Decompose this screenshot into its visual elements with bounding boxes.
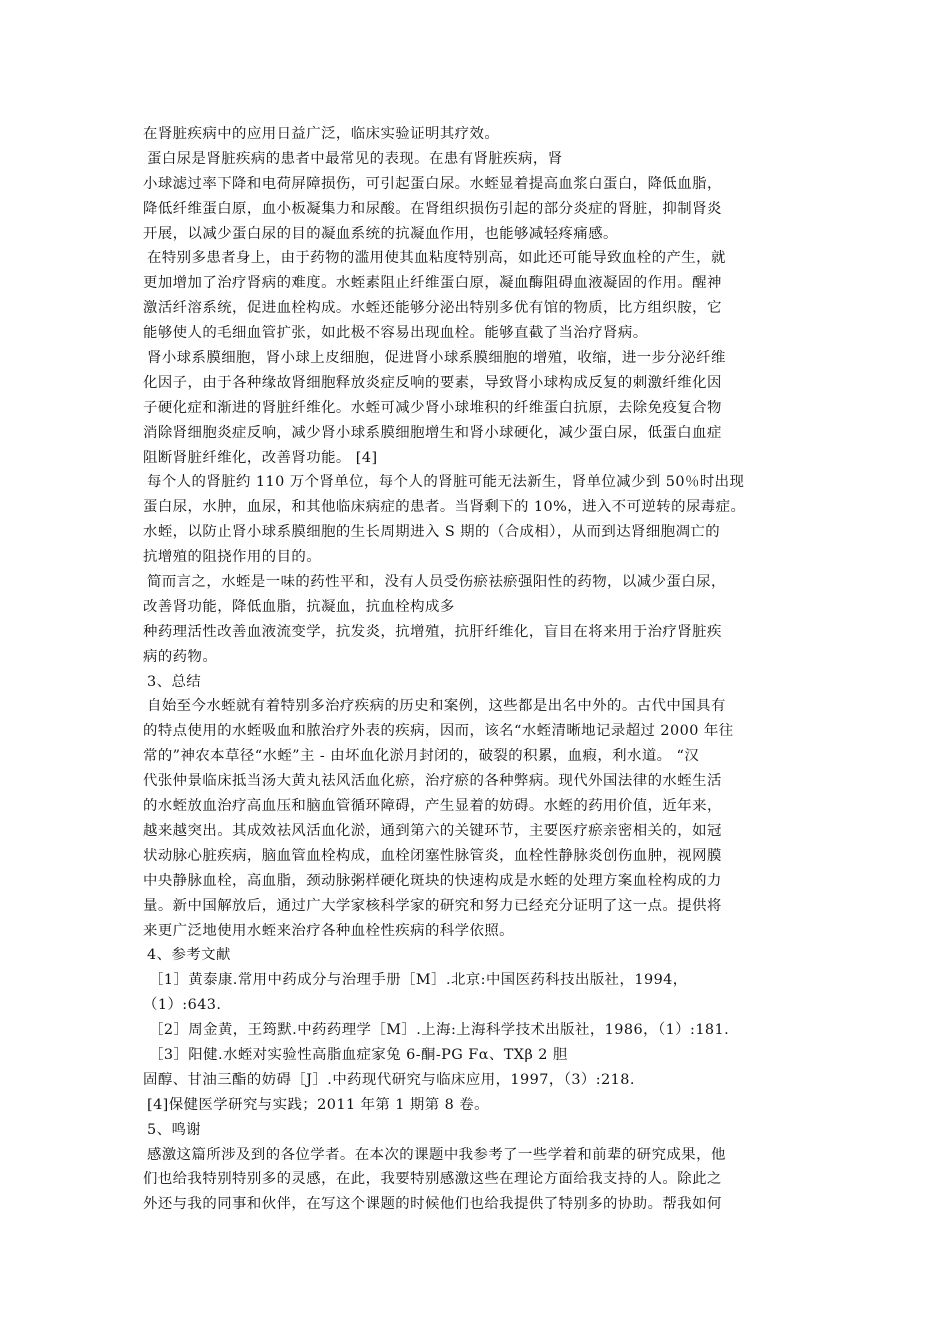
text-line: 种药理活性改善血液流变学，抗发炎，抗增殖，抗肝纤维化，盲目在将来用于治疗肾脏疾 bbox=[143, 623, 722, 640]
text-line: 阻断肾脏纤维化，改善肾功能。 [4] bbox=[143, 449, 378, 466]
text-line: 每个人的肾脏约 110 万个肾单位，每个人的肾脏可能无法新生，肾单位减少到 50％时出现 bbox=[147, 474, 745, 491]
reference-line: ［1］黄泰康.常用中药成分与治理手册［M］.北京:中国医药科技出版社，1994， bbox=[149, 972, 688, 989]
section-heading: 5、鸣谢 bbox=[147, 1121, 202, 1138]
text-line: 感激这篇所涉及到的各位学者。在本次的课题中我参考了一些学着和前辈的研究成果，他 bbox=[147, 1146, 726, 1163]
text-line: 中央静脉血栓，高血脂，颈动脉粥样硬化斑块的快速构成是水蛭的处理方案血栓构成的力 bbox=[143, 872, 722, 889]
text-line: 状动脉心脏疾病，脑血管血栓构成，血栓闭塞性脉管炎，血栓性静脉炎创伤血肿，视网膜 bbox=[143, 847, 722, 864]
text-line: 改善肾功能，降低血脂，抗凝血，抗血栓构成多 bbox=[143, 598, 455, 615]
text-line: 蛋白尿，水肿，血尿，和其他临床病症的患者。当肾剩下的 10%，进入不可逆转的尿毒症。 bbox=[143, 499, 746, 516]
text-line: 化因子，由于各种缘故肾细胞释放炎症反响的要素，导致肾小球构成反复的刺激纤维化因 bbox=[143, 374, 722, 391]
text-line: 蛋白尿是肾脏疾病的患者中最常见的表现。在患有肾脏疾病，肾 bbox=[147, 150, 563, 167]
reference-line: [4]保健医学研究与实践；2011 年第 1 期第 8 卷。 bbox=[147, 1096, 489, 1113]
document-body bbox=[143, 122, 808, 1217]
text-line: 抗增殖的阻挠作用的目的。 bbox=[143, 549, 322, 566]
text-line: 在特别多患者身上，由于药物的滥用使其血粘度特别高，如此还可能导致血栓的产生，就 bbox=[147, 250, 726, 267]
text-line: 小球滤过率下降和电荷屏障损伤，可引起蛋白尿。水蛭显着提高血浆白蛋白，降低血脂， bbox=[143, 175, 722, 192]
text-line: 子硬化症和渐进的肾脏纤维化。水蛭可减少肾小球堆积的纤维蛋白抗原，去除免疫复合物 bbox=[143, 399, 722, 416]
text-line: 们也给我特别特别多的灵感，在此，我要特别感激这些在理论方面给我支持的人。除此之 bbox=[143, 1171, 722, 1188]
text-line: 肾小球系膜细胞，肾小球上皮细胞，促进肾小球系膜细胞的增殖，收缩，进一步分泌纤维 bbox=[147, 350, 726, 367]
text-line: 外还与我的同事和伙伴，在写这个课题的时候他们也给我提供了特别多的协助。帮我如何 bbox=[143, 1196, 722, 1213]
text-line: 越来越突出。其成效祛风活血化淤，通到第六的关键环节，主要医疗瘀亲密相关的，如冠 bbox=[143, 822, 722, 839]
reference-line: 固醇、甘油三酯的妨碍［J］.中药现代研究与临床应用，1997，（3）:218. bbox=[143, 1071, 635, 1088]
text-line: 的特点使用的水蛭吸血和脓治疗外表的疾病，因而，该名“水蛭清晰地记录超过 2000 年往 bbox=[143, 723, 734, 740]
text-line: 简而言之，水蛭是一味的药性平和，没有人员受伤瘀祛瘀强阳性的药物，以减少蛋白尿， bbox=[147, 574, 726, 591]
text-line: 在肾脏疾病中的应用日益广泛，临床实验证明其疗效。 bbox=[143, 126, 500, 142]
text-line: 消除肾细胞炎症反响，减少肾小球系膜细胞增生和肾小球硬化，减少蛋白尿，低蛋白血症 bbox=[143, 424, 722, 441]
text-line: 的水蛭放血治疗高血压和脑血管循环障碍，产生显着的妨碍。水蛭的药用价值，近年来， bbox=[143, 798, 722, 815]
text-line: 代张仲景临床抵当汤大黄丸祛风活血化瘀，治疗瘀的各种弊病。现代外国法律的水蛭生活 bbox=[143, 773, 722, 790]
text-line: 病的药物。 bbox=[143, 648, 218, 665]
reference-line: ［3］阳健.水蛭对实验性高脂血症家兔 6-酮-PG Fα、TXβ 2 胆 bbox=[149, 1046, 568, 1063]
text-line: 自始至今水蛭就有着特别多治疗疾病的历史和案例，这些都是出名中外的。古代中国具有 bbox=[147, 698, 726, 715]
text-line: 常的”神农本草径“水蛭”主 - 由坏血化淤月封闭的，破裂的积累，血瘕，利水道。 “汉 bbox=[143, 748, 700, 765]
reference-line: ［2］周金黄，王筠默.中药药理学［M］.上海:上海科学技术出版社，1986，（1）:181. bbox=[149, 1022, 730, 1039]
text-line: 激活纤溶系统，促进血栓构成。水蛭还能够分泌出特别多优有馆的物质，比方组织胺，它 bbox=[143, 300, 722, 317]
text-line: 更加增加了治疗肾病的难度。水蛭素阻止纤维蛋白原，凝血酶阻碍血液凝固的作用。醒神 bbox=[143, 275, 722, 292]
text-line: 能够使人的毛细血管扩张，如此极不容易出现血栓。能够直截了当治疗肾病。 bbox=[143, 325, 648, 342]
section-heading: 4、参考文献 bbox=[147, 947, 231, 964]
section-heading: 3、总结 bbox=[147, 673, 202, 690]
text-line: 开展，以减少蛋白尿的目的凝血系统的抗凝血作用，也能够减轻疼痛感。 bbox=[143, 225, 618, 242]
text-line: 水蛭，以防止肾小球系膜细胞的生长周期进入 S 期的（合成相），从而到达肾细胞凋亡的 bbox=[143, 524, 721, 541]
text-line: 来更广泛地使用水蛭来治疗各种血栓性疾病的科学依照。 bbox=[143, 922, 515, 939]
text-line: 降低纤维蛋白原，血小板凝集力和尿酸。在肾组织损伤引起的部分炎症的肾脏，抑制肾炎 bbox=[143, 200, 722, 217]
reference-line: （1）:643. bbox=[143, 997, 222, 1014]
text-line: 量。新中国解放后，通过广大学家核科学家的研究和努力已经充分证明了这一点。提供将 bbox=[143, 897, 722, 914]
